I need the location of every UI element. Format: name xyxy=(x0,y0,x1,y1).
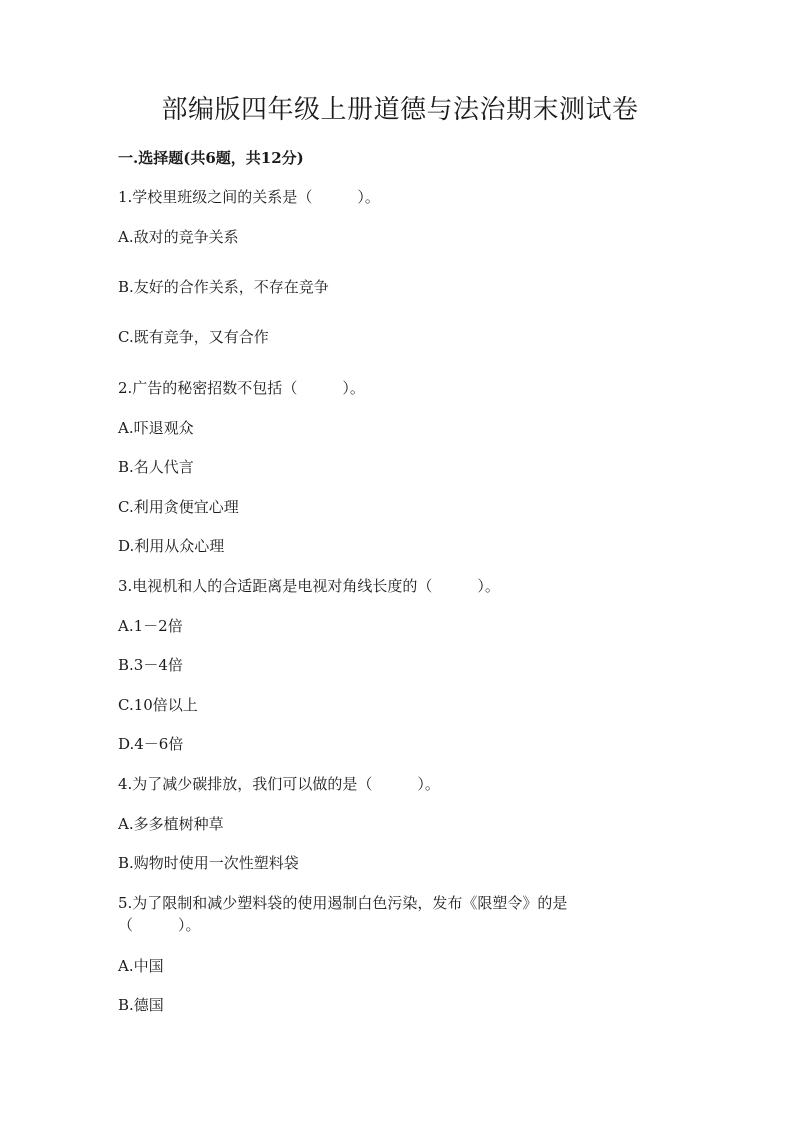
question-3-option-b: B.3－4倍 xyxy=(118,656,183,674)
question-3-stem: 3.电视机和人的合适距离是电视对角线长度的（ ）。 xyxy=(118,577,500,595)
question-5-stem-line-1: 5.为了限制和减少塑料袋的使用遏制白色污染，发布《限塑令》的是 xyxy=(118,894,568,912)
question-1-option-b: B.友好的合作关系，不存在竞争 xyxy=(118,278,329,296)
question-1-stem: 1.学校里班级之间的关系是（ ）。 xyxy=(118,188,380,206)
section-heading: 一.选择题(共6题，共12分) xyxy=(118,149,304,167)
question-1-option-c: C.既有竞争，又有合作 xyxy=(118,328,269,346)
page-title: 部编版四年级上册道德与法治期末测试卷 xyxy=(161,95,639,125)
question-2-option-a: A.吓退观众 xyxy=(118,419,194,437)
question-4-option-a: A.多多植树种草 xyxy=(118,815,224,833)
question-3-option-c: C.10倍以上 xyxy=(118,696,198,714)
question-2-option-d: D.利用从众心理 xyxy=(118,537,225,555)
question-2-stem: 2.广告的秘密招数不包括（ ）。 xyxy=(118,379,365,397)
question-5-stem-line-2: （ ）。 xyxy=(118,916,201,934)
question-2-option-c: C.利用贪便宜心理 xyxy=(118,498,239,516)
question-3-option-a: A.1－2倍 xyxy=(118,617,183,635)
question-3-option-d: D.4－6倍 xyxy=(118,735,184,753)
question-5-option-a: A.中国 xyxy=(118,957,164,975)
question-1-option-a: A.敌对的竞争关系 xyxy=(118,228,239,246)
question-4-stem: 4.为了减少碳排放，我们可以做的是（ ）。 xyxy=(118,775,440,793)
question-2-option-b: B.名人代言 xyxy=(118,458,194,476)
question-4-option-b: B.购物时使用一次性塑料袋 xyxy=(118,854,299,872)
question-5-option-b: B.德国 xyxy=(118,996,164,1014)
